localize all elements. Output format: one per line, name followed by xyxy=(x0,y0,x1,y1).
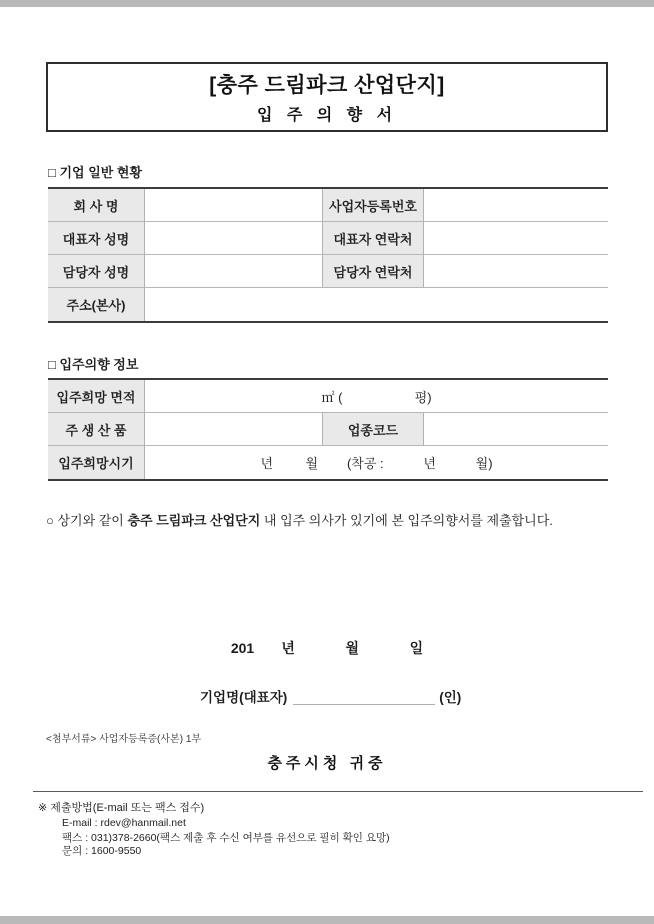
statement-suffix: 내 입주 의사가 있기에 본 입주의향서를 제출합니다. xyxy=(260,513,553,528)
statement-park-name: 충주 드림파크 산업단지 xyxy=(127,513,261,528)
submission-fax: 팩스 : 031)378-2660(팩스 제출 후 수신 여부를 유선으로 필히 확인 요망) xyxy=(62,832,390,844)
ceo-name-label: 대표자 성명 xyxy=(48,222,145,255)
intent-section-heading: □ 입주의향 정보 xyxy=(48,357,139,372)
desired-move-in-date-value-cell: 년 월 (착공 : 년 월) xyxy=(145,446,608,479)
manager-contact-label: 담당자 연락처 xyxy=(322,255,424,288)
industry-code-label: 업종코드 xyxy=(322,413,424,446)
occupancy-intent-table xyxy=(48,378,608,481)
document-title-park: [충주 드림파크 산업단지] xyxy=(209,74,445,97)
industry-code-value-cell xyxy=(424,413,608,446)
footer-divider xyxy=(33,791,643,792)
date-line: 201 년 월 일 xyxy=(230,640,424,656)
manager-contact-value-cell xyxy=(424,255,608,288)
manager-name-label: 담당자 성명 xyxy=(48,255,145,288)
document-title-form: 입 주 의 향 서 xyxy=(256,107,398,124)
main-product-label: 주 생 산 품 xyxy=(48,413,145,446)
desired-area-value-cell: ㎡ ( 평) xyxy=(145,380,608,413)
page-top-edge-bar xyxy=(0,0,654,7)
title-box xyxy=(46,62,608,132)
ceo-name-value-cell xyxy=(145,222,322,255)
submission-inquiry: 문의 : 1600-9550 xyxy=(62,845,142,857)
business-reg-number-value-cell xyxy=(424,189,608,222)
desired-area-label: 입주희망 면적 xyxy=(48,380,145,413)
main-product-value-cell xyxy=(145,413,322,446)
ceo-contact-label: 대표자 연락처 xyxy=(322,222,424,255)
signature-line xyxy=(200,686,461,706)
statement-prefix: ○ 상기와 같이 xyxy=(46,513,128,528)
attachment-note: <첨부서류> 사업자등록증(사본) 1부 xyxy=(46,734,202,745)
submission-email: E-mail : rdev@hanmail.net xyxy=(62,817,186,829)
manager-name-value-cell xyxy=(145,255,322,288)
company-name-label: 회 사 명 xyxy=(48,189,145,222)
submission-statement xyxy=(46,510,616,529)
seal-label: (인) xyxy=(439,690,462,705)
ceo-contact-value-cell xyxy=(424,222,608,255)
submission-method-heading: ※ 제출방법(E-mail 또는 팩스 접수) xyxy=(38,802,205,814)
address-value-cell xyxy=(145,288,608,321)
company-section-heading: □ 기업 일반 현황 xyxy=(48,165,143,180)
recipient-line: 충주시청 귀중 xyxy=(267,755,387,772)
company-name-value-cell xyxy=(145,189,322,222)
signature-label: 기업명(대표자) xyxy=(200,690,288,705)
page-bottom-edge-bar xyxy=(0,916,654,924)
business-reg-number-label: 사업자등록번호 xyxy=(322,189,424,222)
signature-underline xyxy=(293,690,435,705)
address-label: 주소(본사) xyxy=(48,288,145,321)
company-info-table xyxy=(48,187,608,323)
desired-move-in-date-label: 입주희망시기 xyxy=(48,446,145,479)
